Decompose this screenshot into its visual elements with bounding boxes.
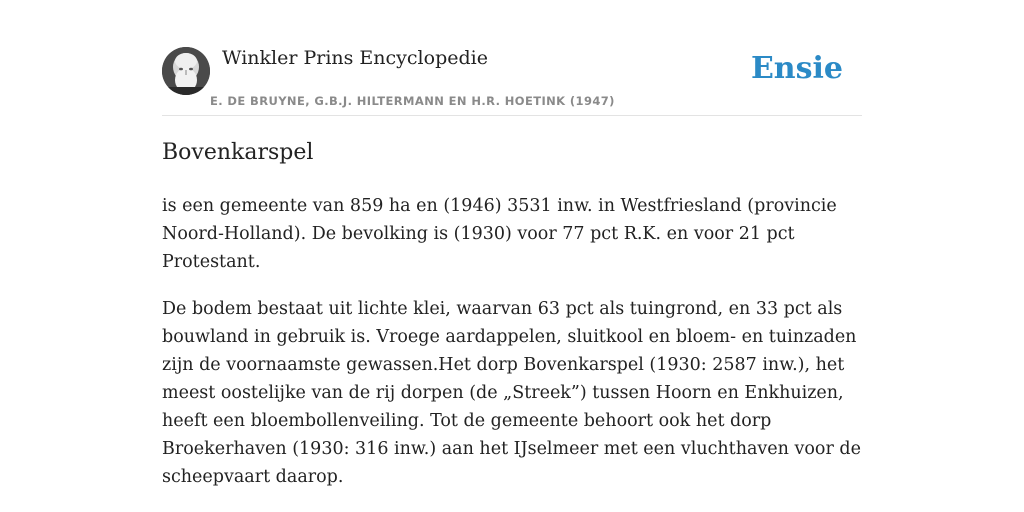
article-paragraph: De bodem bestaat uit lichte klei, waarvan 63 pct als tuingrond, en 33 pct als bouwland in gebruik is. Vroege aardappelen, sluitkool en bloem- en tuinzaden zijn de voornaamste gewassen.Het dorp Bovenkarspel (1930: 2587 inw.), het meest oostelijke van de rij dorpen (de „Streek”) tussen Hoorn en Enkhuizen, heeft een bloembollenveiling. Tot de gemeente behoort ook het dorp Broekerhaven (1930: 316 inw.) aan het IJselmeer met een vluchthaven voor de scheepvaart daarop. xyxy=(162,299,861,487)
article-headword: Bovenkarspel xyxy=(162,140,314,165)
encyclopedia-authors: E. DE BRUYNE, G.B.J. HILTERMANN EN H.R. HOETINK (1947) xyxy=(210,94,615,108)
author-avatar[interactable] xyxy=(162,47,210,95)
article-body xyxy=(162,192,862,510)
portrait-image xyxy=(162,47,210,95)
ensie-logo-link[interactable]: Ensie xyxy=(750,51,843,86)
encyclopedia-title[interactable]: Winkler Prins Encyclopedie xyxy=(222,47,488,69)
encyclopedia-header xyxy=(162,45,862,116)
article-paragraph: is een gemeente van 859 ha en (1946) 3531 inw. in Westfriesland (provincie Noord-Holland). De bevolking is (1930) voor 77 pct R.K. en voor 21 pct Protestant. xyxy=(162,196,837,272)
